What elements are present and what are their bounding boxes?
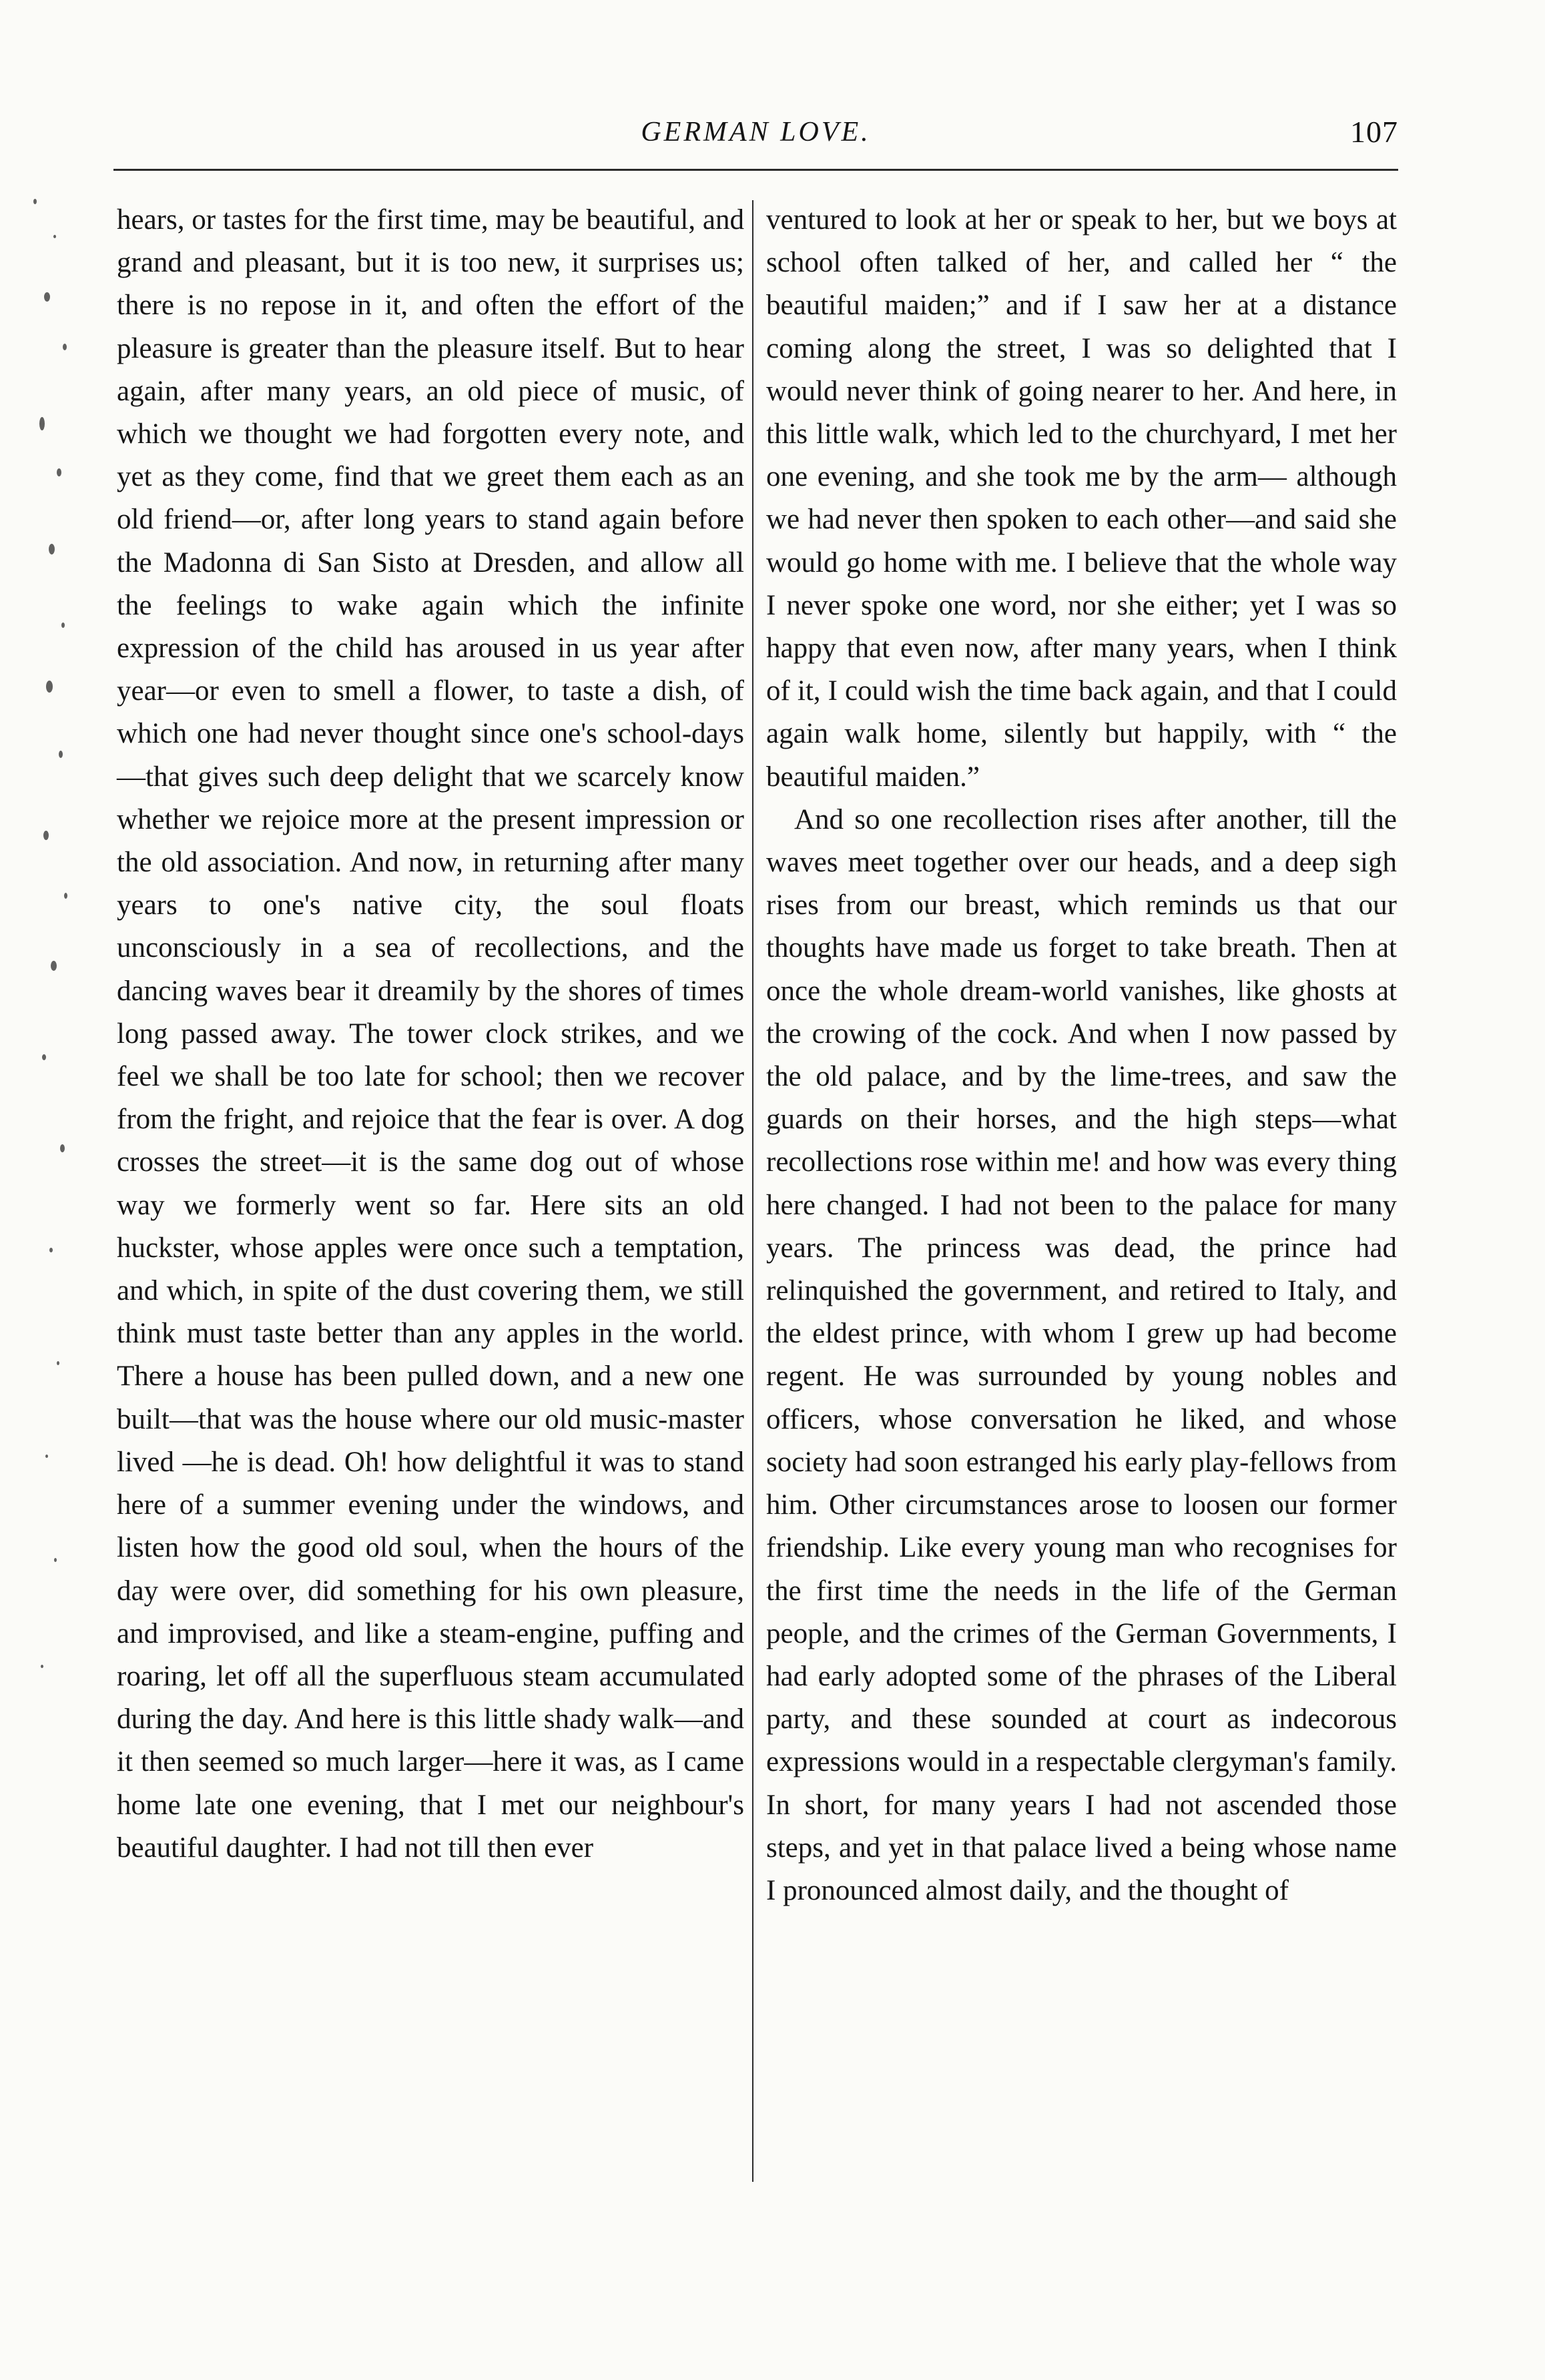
running-title: GERMAN LOVE. — [641, 117, 871, 147]
left-column-paragraph: hears, or tastes for the first time, may be beautiful, and grand and pleasant, but it is too new, it surprises us; there is no repose in it, and often the effort of the pleasure is greater than the pleasure itself. But to hear again, after many years, an old piece of music, of which we thought we had forgotten every note, and yet as they come, find that we greet them each as an old friend—or, after long years to stand again before the Madonna di San Sisto at Dresden, and allow all the feelings to wake again which the infinite expression of the child has aroused in us year after year—or even to smell a flower, to taste a dish, of which one had never thought since one's school-days—that gives such deep delight that we scarcely know whether we rejoice more at the present impression or the old association. And now, in returning after many years to one's native city, the soul floats unconsciously in a sea of recollections, and the dancing waves bear it dreamily by the shores of times long passed away. The tower clock strikes, and we feel we shall be too late for school; then we recover from the fright, and rejoice that the fear is over. A dog crosses the street—it is the same dog out of whose way we formerly went so far. Here sits an old huckster, whose apples were once such a temptation, and which, in spite of the dust covering them, we still think must taste better than any apples in the world. There a house has been pulled down, and a new one built—that was the house where our old music-master lived —he is dead. Oh! how delightful it was to stand here of a summer evening under the windows, and listen how the good old soul, when the hours of the day were over, did something for his own pleasure, and improvised, and like a steam-engine, puffing and roaring, let off all the superfluous steam accumulated during the day. And here is this little shady walk—and it then seemed so much larger—here it was, as I came home late one evening, that I met our neighbour's beautiful daughter. I had not till then ever — [117, 204, 744, 1864]
right-column-paragraph-2: And so one recollection rises after another, till the waves meet together over our heads, and a deep sigh rises from our breast, which reminds us that our thoughts have made us forget to take breath. Then at once the whole dream-world vanishes, like ghosts at the crowing of the cock. And when I now passed by the old palace, and by the lime-trees, and saw the guards on their horses, and the high steps—what recollections rose within me! and how was every thing here changed. I had not been to the palace for many years. The princess was dead, the prince had relinquished the government, and retired to Italy, and the eldest prince, with whom I grew up had become regent. He was surrounded by young nobles and officers, whose conversation he liked, and whose society had soon estranged his early play-fellows from him. Other circumstances arose to loosen our former friendship. Like every young man who recognises for the first time the needs in the life of the German people, and the crimes of the German Governments, I had early adopted some of the phrases of the Liberal party, and these sounded at court as indecorous expressions would in a respectable clergyman's family. In short, for many years I had not ascended those steps, and yet in that palace lived a being whose name I pronounced almost daily, and the thought of — [766, 803, 1397, 1906]
right-column — [766, 199, 1397, 2201]
scanned-edge-marks — [15, 173, 76, 1808]
right-column-paragraph-1: ventured to look at her or speak to her, but we boys at school often talked of her, and called her “ the beautiful maiden;” and if I saw her at a distance coming along the street, I was so delighted that I would never think of going nearer to her. And here, in this little walk, which led to the churchyard, I met her one evening, and she took me by the arm— although we had never then spoken to each other—and said she would go home with me. I believe that the whole way I never spoke one word, nor she either; yet I was so happy that even now, after many years, when I think of it, I could wish the time back again, and that I could again walk home, silently but happily, with “ the beautiful maiden.” — [766, 204, 1397, 793]
running-head — [113, 112, 1398, 152]
column-divider — [752, 200, 753, 2182]
header-rule — [113, 169, 1398, 171]
left-column — [117, 199, 744, 2201]
page-number: 107 — [1350, 115, 1398, 149]
